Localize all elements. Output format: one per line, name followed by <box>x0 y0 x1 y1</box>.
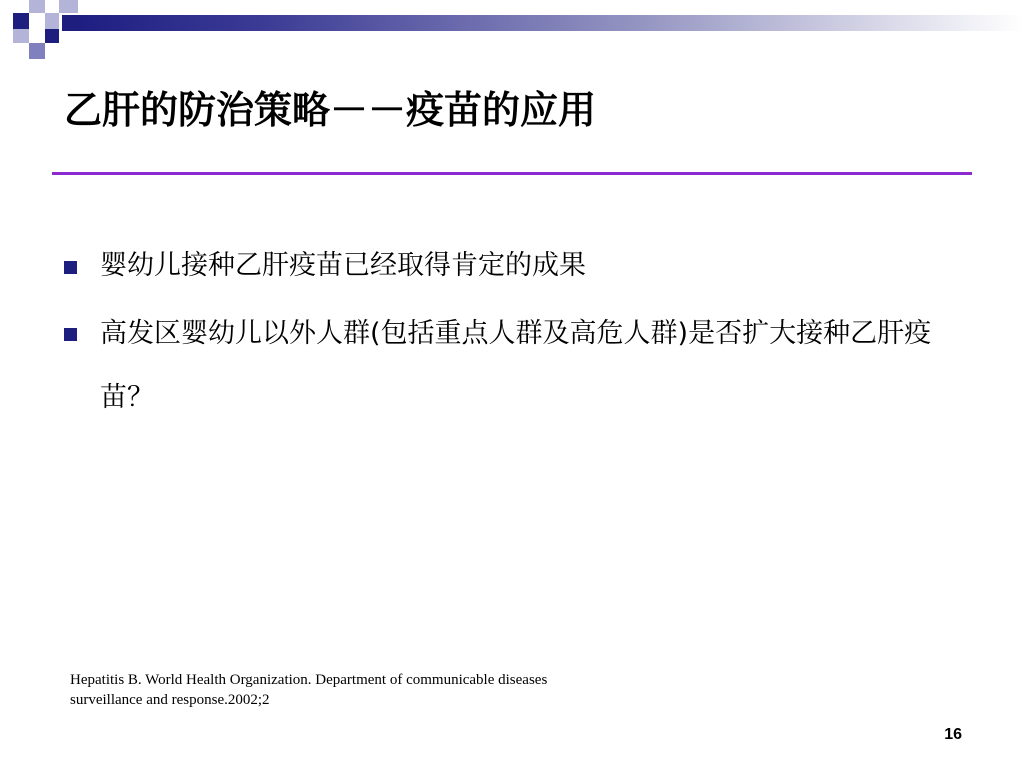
decor-square <box>13 29 29 43</box>
reference-line-2: surveillance and response.2002;2 <box>70 692 270 708</box>
decor-square <box>45 29 59 43</box>
decor-square <box>29 43 45 59</box>
header-gradient-band <box>78 15 1024 31</box>
decor-square <box>59 0 78 13</box>
decor-square <box>29 0 45 13</box>
title-divider <box>52 172 972 175</box>
slide-title: 乙肝的防治策略－－疫苗的应用 <box>64 88 597 132</box>
decor-square <box>45 13 59 29</box>
bullet-list <box>62 246 962 458</box>
bullet-item <box>62 302 962 430</box>
reference-citation <box>70 670 670 710</box>
header-decoration <box>0 0 1024 64</box>
square-bullet-icon <box>64 261 77 274</box>
page-number: 16 <box>944 726 962 743</box>
bullet-text: 高发区婴幼儿以外人群(包括重点人群及高危人群)是否扩大接种乙肝疫苗？ <box>100 318 932 413</box>
decor-square <box>13 13 29 29</box>
bullet-item <box>62 246 962 286</box>
bullet-text: 婴幼儿接种乙肝疫苗已经取得肯定的成果 <box>100 250 586 281</box>
decor-square <box>62 15 78 31</box>
square-bullet-icon <box>64 328 77 341</box>
reference-line-1: Hepatitis B. World Health Organization. Department of communicable diseases <box>70 672 548 688</box>
